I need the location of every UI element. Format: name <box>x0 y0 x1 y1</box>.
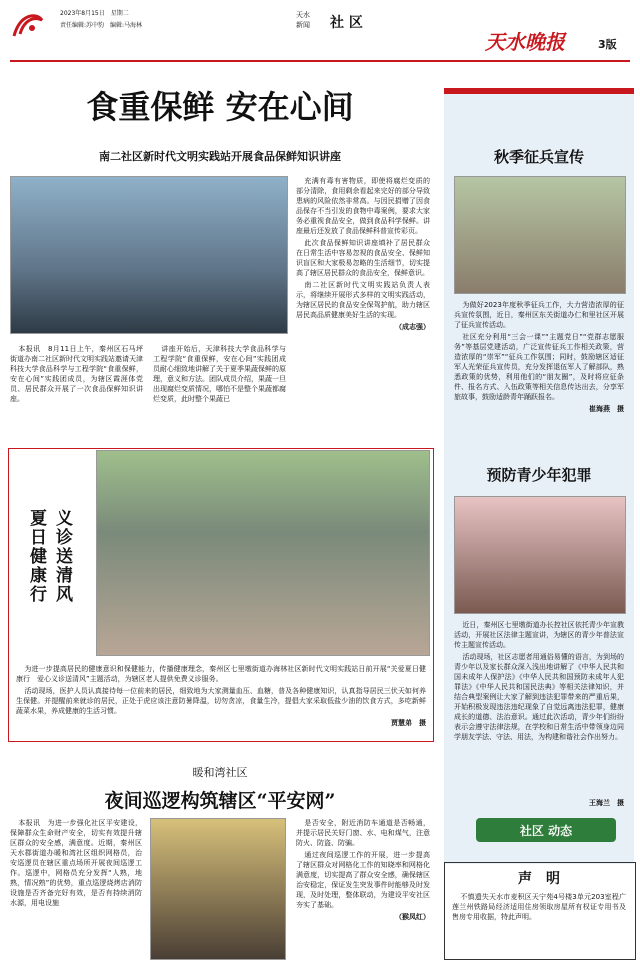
notice-title: 声 明 <box>518 871 560 887</box>
clinic-photo <box>96 450 430 656</box>
patrol-photo <box>150 818 286 960</box>
main-col3: 充满有毒有害物质，即使将腐烂变质的部分清除，食用剩余看起来完好的部分导致患病的风险依然非常高。与因民捐赠了因食品保存不当引发的食物中毒案例，要求大家务必重视食品安全，做到食品科学保鲜。讲座最后还发放了食品保鲜科普宣传彩页。 此次食品保鲜知识讲座填补了居民群众在日常生活中容易忽视的食品安全、保鲜知识盲区和大家极易忽略的生活细节，切实提高了辖区居民群众的食品安全，保鲜意识。 南二社区新时代文明实践站负责人表示，将继续开展形式多样的文明实践活动，为辖区居民的食品安全保驾护航，助力辖区居民高品质健康美好生活的实现。 （成志强） <box>296 177 430 331</box>
clinic-title-col1: 夏日健康行 <box>30 509 47 605</box>
notice-text: 不慎遗失天水市麦积区天宁苑4号楼3单元203室程广莲兰州铁路局经济适用住房领取房屋所有权证专用书及售房专用收据，特此声明。 <box>452 893 626 921</box>
section-small: 天水 新闻 <box>296 11 310 29</box>
dynamic-label: 社区 动态 <box>519 824 573 838</box>
masthead-rule <box>10 60 630 62</box>
main-col1: 本报讯 8月11日上午，秦州区石马坪街道办南二社区新时代文明实践站邀请天津科技大学食品科学与工程学院“食重保鲜，安在心间”实践团成员，为辖区霞涯体党员、居民群众开展了一次食品保鲜知识讲座。 <box>10 345 143 403</box>
recruit-photo <box>454 176 626 294</box>
recruit-title: 秋季征兵宣传 <box>493 148 584 166</box>
patrol-col2: 是否安全，附近消防车通道是否畅通，并提示居民关好门窗、水、电和煤气，注意防火、防盗、防骗。 通过夜间巡逻工作的开展，进一步提高了辖区群众对网格化工作的知晓率和网格化满意度，切实提高了群众安全感，确保辖区治安稳定，保证发生突发事件时能够及时发现，及时处理，整体联动，为建设平安社区夯实了基础。 （猴凤红） <box>296 819 430 921</box>
section-name: 社 区 <box>330 15 363 31</box>
main-byline: （成志强） <box>395 323 430 331</box>
main-subheadline: 南二社区新时代文明实践站开展食品保鲜知识讲座 <box>99 150 341 163</box>
main-col2: 讲座开始后，天津科技大学食品科学与工程学院“食重保鲜，安在心间”实践团成员耐心细致地讲解了关于夏季果蔬保鲜的原理，意义和方法。团队成员介绍，果蔬一旦出现腐烂变质情况，哪怕不是整个果蔬都腐烂变质，此时整个果蔬已 <box>153 345 286 403</box>
clinic-byline: 贾慧弟 摄 <box>391 719 426 727</box>
patrol-col1: 本报讯 为进一步强化社区平安建设，保障群众生命财产安全，切实有效提升辖区群众的安全感，满意度。近期，秦州区天水郡街道办暖和湾社区组织网格员，治安巡逻员在辖区重点场所开展夜间巡逻工作。巡逻中，网格员充分发挥“人熟，地熟，情况熟”的优势，重点巡逻烧烤店消防设施是否齐备完好有效，是否有持续消防水源，用电设施 <box>10 819 142 907</box>
crime-byline: 王海兰 摄 <box>589 799 624 807</box>
page-number: 3版 <box>598 38 617 51</box>
patrol-headline: 夜间巡逻构筑辖区“平安网” <box>104 790 336 812</box>
editors: 责任编辑:苏中豹 编辑:马海林 <box>60 22 143 29</box>
paper-logo-swirl <box>10 8 46 42</box>
issue-date: 2023年8月15日 星期二 <box>60 10 129 17</box>
patrol-byline: （猴凤红） <box>395 913 430 921</box>
main-headline: 食重保鲜 安在心间 <box>86 88 354 126</box>
recruit-text: 为做好2023年度秋季征兵工作，大力营造浓厚的征兵宣传氛围，近日，秦州区东关街道办仁和里社区开展了征兵宣传活动。 社区充分利用“三会一课”“主题党日”“党群志愿服务”等基层党建活动，广泛宣传征兵工作相关政策，营造浓厚的“崇军”“征兵工作氛围；同时，鼓励辖区适征军人光荣征兵宣传员，充分发挥退伍军人了解部队，熟悉政策的优势，利用他们的“朋友圈”，及时将应征条件、报名方式、入伍政策等相关信息传达出去，分享军旅故事，鼓励适龄青年踊跃报名。 崔海燕 摄 <box>454 301 624 413</box>
patrol-kicker: 暖和湾社区 <box>192 766 248 779</box>
clinic-title-col2: 义诊送清风 <box>56 509 73 605</box>
crime-text: 近日，秦州区七里墩街道办长控社区依托青少年宣教活动，开展社区法律主题宣讲，为辖区的青少年普法宣传主题宣传活动。 活动现场，社区志愿者用通俗易懂的语言，为到场的青少年以及家长群众深入浅出地讲解了《中华人民共和国未成年人保护法》《中华人民共和国预防未成年人犯罪法》《中华人民共和国民法典》等相关法律知识，并结合典型案例让大家了解到违法犯罪带来的严重后果，开始积极发现违法违纪现象了自觉远离违法犯罪，健康成长的道德、法治意识。通过此次活动，青少年们纷纷表示会遵守法律法规，在学校和日常生活中带领身边同学朋友学法、守法、用法，为构建和谐社会作出努力。 <box>454 621 624 741</box>
recruit-byline: 崔海燕 摄 <box>589 405 624 413</box>
crime-photo <box>454 496 626 614</box>
lecture-photo <box>10 176 288 334</box>
crime-title: 预防青少年犯罪 <box>486 466 592 484</box>
paper-name: 天水晚报 <box>485 30 565 54</box>
clinic-text: 为进一步提高居民的健康意识和保健能力，传播健康理念，秦州区七里墩街道办海林社区新时代文明实践站日前开展“关爱夏日健康行 爱心义诊送清风”主题活动，为辖区老人提供免费义诊服务。 活动现场，医护人员认真接待每一位前来的居民，细致地为大家测量血压、血糖，普及各种健康知识，认真指导居民三伏天如何养生保健。并提醒前来就诊的居民，正处于虎应该注意防暑降温，切勿贪凉，食量生冷，提倡大家采取低盐少油的饮食方式，多吃新鲜蔬菜水果，养成健康的生活习惯。 贾慧弟 摄 <box>16 665 426 727</box>
